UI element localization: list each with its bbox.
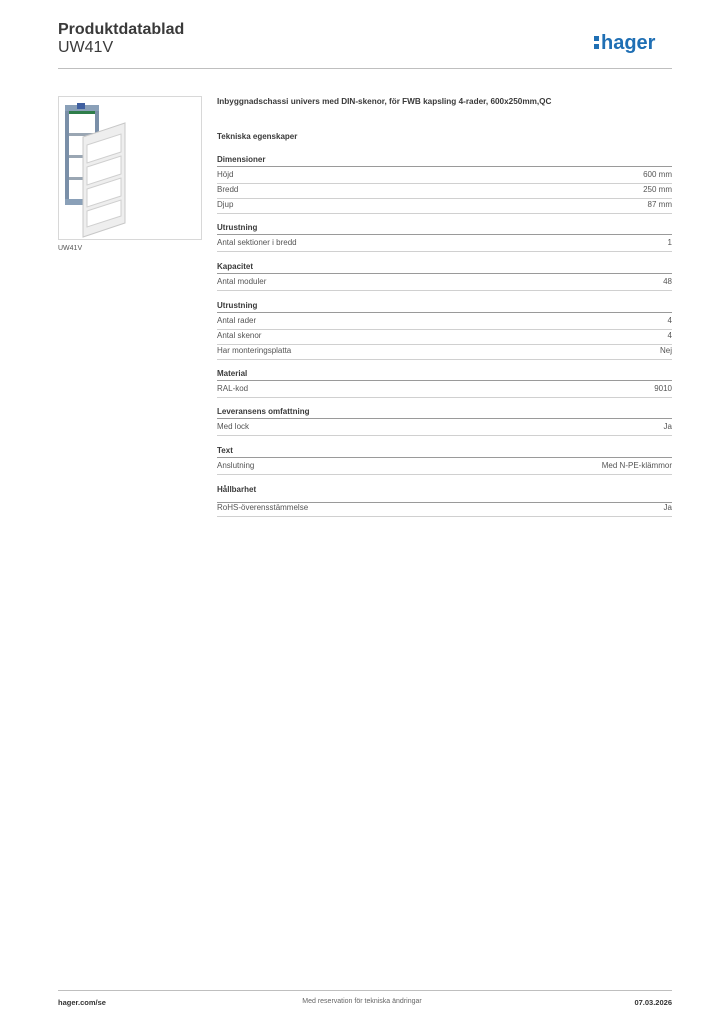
- property-label: Antal skenor: [217, 331, 262, 340]
- section-title: Utrustning: [217, 223, 672, 235]
- property-value: 600 mm: [643, 170, 672, 179]
- tech-properties-title: Tekniska egenskaper: [217, 132, 298, 141]
- section-title: Dimensioner: [217, 155, 672, 167]
- footer-date: 07.03.2026: [634, 998, 672, 1007]
- property-value: Ja: [663, 422, 672, 431]
- product-description: Inbyggnadschassi univers med DIN-skenor, för FWB kapsling 4-rader, 600x250mm,QC: [217, 97, 552, 106]
- property-label: Bredd: [217, 185, 239, 194]
- section-title: Utrustning: [217, 301, 672, 313]
- image-caption: UW41V: [58, 245, 83, 252]
- property-value: 9010: [654, 384, 672, 393]
- property-value: 48: [663, 277, 672, 286]
- property-label: Höjd: [217, 170, 234, 179]
- section-title: Hållbarhet: [217, 485, 672, 503]
- property-row: [217, 275, 672, 291]
- property-value: 87 mm: [647, 200, 672, 209]
- logo-dot-bottom: [594, 44, 599, 49]
- section-title: Kapacitet: [217, 262, 672, 274]
- property-row: [217, 329, 672, 345]
- property-row: [217, 236, 672, 252]
- property-row: [217, 198, 672, 214]
- product-image: [58, 96, 202, 240]
- product-illustration: [59, 97, 201, 239]
- property-label: Har monteringsplatta: [217, 346, 292, 355]
- property-label: Med lock: [217, 422, 250, 431]
- footer-disclaimer: Med reservation för tekniska ändringar: [302, 998, 422, 1005]
- property-row: [217, 168, 672, 184]
- property-value: 4: [667, 331, 672, 340]
- page-title: Produktdatablad: [58, 21, 185, 38]
- logo-text: hager: [601, 32, 656, 54]
- section-title: Leveransens omfattning: [217, 407, 672, 419]
- section-title: Material: [217, 369, 672, 381]
- property-value: 250 mm: [643, 185, 672, 194]
- property-label: Antal sektioner i bredd: [217, 238, 297, 247]
- property-value: 4: [667, 316, 672, 325]
- property-label: Anslutning: [217, 461, 255, 470]
- property-label: Antal moduler: [217, 277, 267, 286]
- property-row: [217, 501, 672, 517]
- property-label: RAL-kod: [217, 384, 249, 393]
- property-value: Med N-PE-klämmor: [601, 461, 672, 470]
- property-row: [217, 344, 672, 360]
- property-value: Nej: [659, 346, 672, 355]
- property-row: [217, 183, 672, 199]
- property-label: RoHS-överensstämmelse: [217, 503, 309, 512]
- property-label: Djup: [217, 200, 234, 209]
- property-value: Ja: [663, 503, 672, 512]
- property-row: [217, 420, 672, 436]
- hager-logo: [594, 28, 674, 56]
- product-code: UW41V: [58, 39, 114, 56]
- property-label: Antal rader: [217, 316, 257, 325]
- section-title: Text: [217, 446, 672, 458]
- property-row: [217, 382, 672, 398]
- footer-divider: [58, 990, 672, 991]
- property-value: 1: [667, 238, 672, 247]
- property-row: [217, 459, 672, 475]
- logo-dot-top: [594, 36, 599, 41]
- property-row: [217, 314, 672, 330]
- footer-website-link[interactable]: hager.com/se: [58, 998, 106, 1007]
- header-divider: [58, 68, 672, 69]
